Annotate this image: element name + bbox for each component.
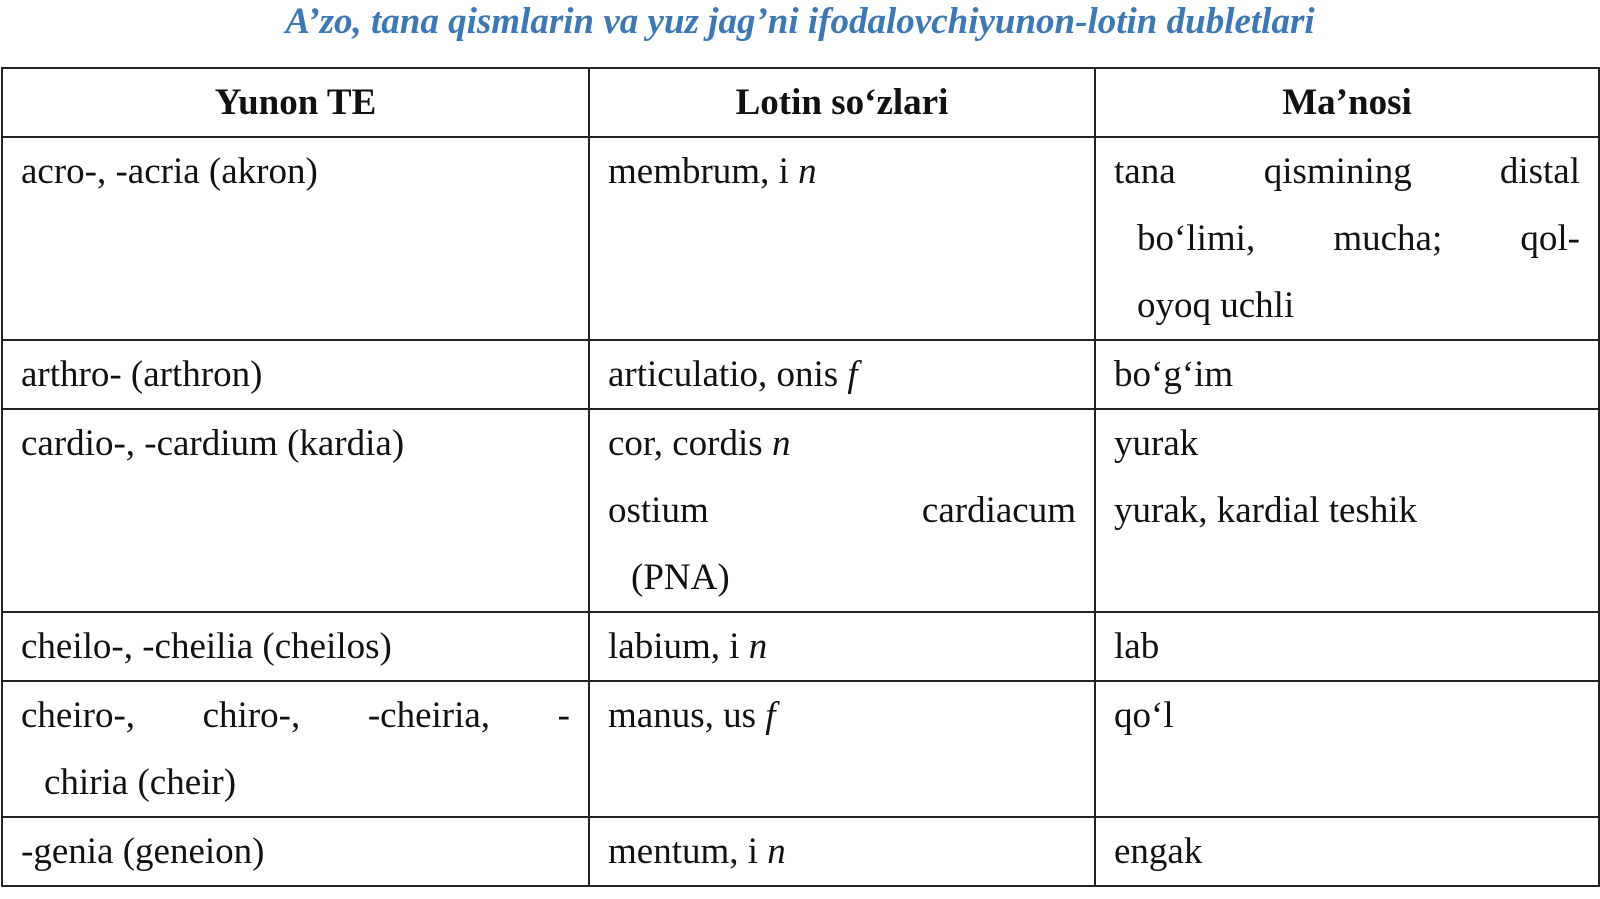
greek-term: -genia (geneion) <box>21 831 265 872</box>
greek-term: cardio-, -cardium (kardia) <box>21 423 405 464</box>
latin-term: ostium cardiacum <box>608 490 1076 531</box>
meaning-line: qo‘l <box>1114 695 1174 736</box>
latin-cell <box>589 681 1095 817</box>
latin-term: mentum, i n <box>608 831 786 872</box>
latin-cell <box>589 409 1095 612</box>
meaning-line: bo‘g‘im <box>1114 354 1234 395</box>
latin-term: manus, us f <box>608 695 776 736</box>
meaning-line: yurak, kardial teshik <box>1114 490 1418 531</box>
greek-term: chiria (cheir) <box>44 762 237 803</box>
meaning-line: bo‘limi, mucha; qol- <box>1137 218 1580 259</box>
greek-cell <box>2 137 589 340</box>
greek-cell <box>2 340 589 409</box>
meaning-line: tana qismining distal <box>1114 151 1580 192</box>
gender-mark: n <box>767 831 786 872</box>
gender-mark: n <box>748 626 768 667</box>
meaning-line: lab <box>1114 626 1160 667</box>
latin-term: cor, cordis n <box>608 423 791 464</box>
meaning-line: engak <box>1114 831 1203 872</box>
table-row <box>2 340 1599 409</box>
meaning-cell <box>1095 817 1599 886</box>
page-title: A’zo, tana qismlarin va yuz jag’ni ifodalovchiyunon-lotin dubletlari <box>285 1 1315 42</box>
dublet-table <box>1 67 1600 887</box>
table-row <box>2 137 1599 340</box>
greek-cell <box>2 612 589 681</box>
meaning-cell <box>1095 681 1599 817</box>
table-row <box>2 612 1599 681</box>
meaning-cell <box>1095 612 1599 681</box>
gender-mark: f <box>765 695 776 736</box>
latin-cell <box>589 137 1095 340</box>
greek-term: cheilo-, -cheilia (cheilos) <box>21 626 392 667</box>
latin-cell <box>589 817 1095 886</box>
header-meaning: Ma’nosi <box>1095 68 1599 137</box>
meaning-line: oyoq uchli <box>1137 285 1295 326</box>
gender-mark: n <box>771 423 791 464</box>
table-row <box>2 409 1599 612</box>
latin-term: membrum, i n <box>608 151 817 192</box>
latin-cell <box>589 612 1095 681</box>
greek-cell <box>2 409 589 612</box>
table-header-row <box>2 68 1599 137</box>
greek-cell <box>2 817 589 886</box>
table-row <box>2 681 1599 817</box>
meaning-cell <box>1095 340 1599 409</box>
gender-mark: f <box>847 354 858 395</box>
greek-term: acro-, -acria (akron) <box>21 151 318 192</box>
gender-mark: n <box>798 151 817 192</box>
meaning-line: yurak <box>1114 423 1199 464</box>
latin-term: articulatio, onis f <box>608 354 858 395</box>
meaning-cell <box>1095 409 1599 612</box>
latin-cell <box>589 340 1095 409</box>
latin-term: labium, i n <box>608 626 768 667</box>
header-latin: Lotin so‘zlari <box>589 68 1095 137</box>
latin-term: (PNA) <box>631 557 730 598</box>
greek-term: cheiro-, chiro-, -cheiria, - <box>21 695 570 736</box>
greek-term: arthro- (arthron) <box>21 354 263 395</box>
table-row <box>2 817 1599 886</box>
greek-cell <box>2 681 589 817</box>
header-greek: Yunon TE <box>2 68 589 137</box>
meaning-cell <box>1095 137 1599 340</box>
